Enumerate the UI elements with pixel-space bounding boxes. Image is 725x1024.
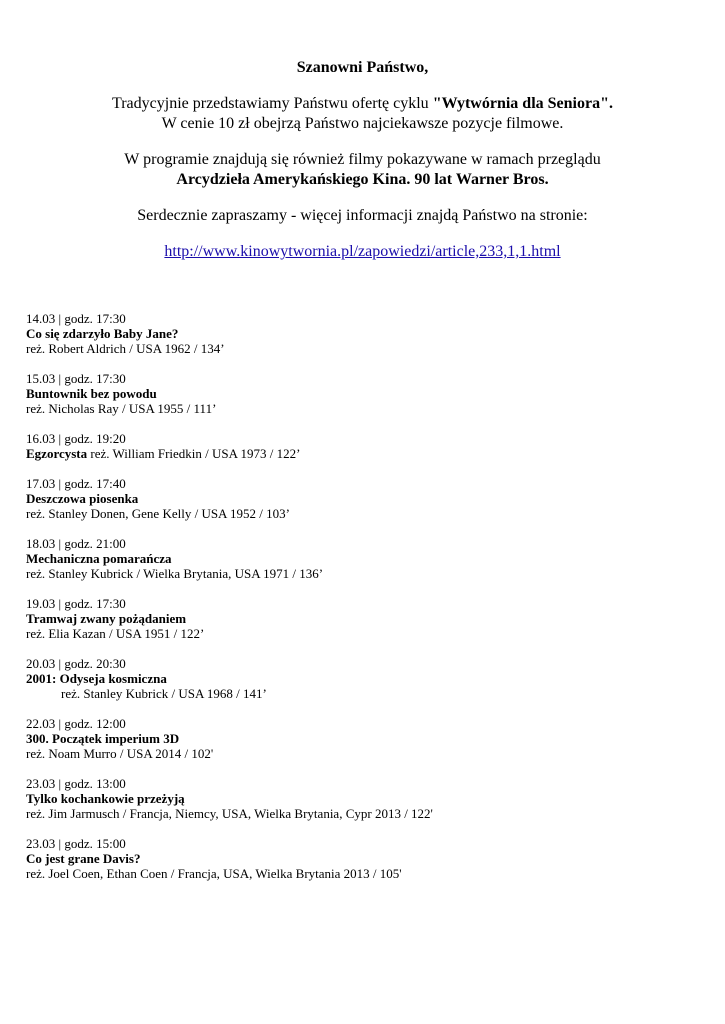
film-title: Co jest grane Davis? (26, 851, 141, 866)
screening-item (26, 776, 433, 821)
screening-item (26, 371, 433, 416)
screening-date: 18.03 | godz. 21:00 (26, 536, 126, 551)
screening-date: 23.03 | godz. 13:00 (26, 776, 126, 791)
film-details: reż. Stanley Donen, Gene Kelly / USA 1952 / 103’ (26, 506, 290, 521)
film-title: 300. Początek imperium 3D (26, 731, 180, 746)
screening-item (26, 476, 433, 521)
screening-date: 20.03 | godz. 20:30 (26, 656, 126, 671)
offer-line (0, 94, 725, 114)
screening-list (26, 311, 433, 896)
screening-item (26, 431, 433, 461)
screening-date: 17.03 | godz. 17:40 (26, 476, 126, 491)
review-name: Arcydzieła Amerykańskiego Kina. 90 lat Warner Bros. (176, 171, 549, 188)
screening-date: 14.03 | godz. 17:30 (26, 311, 126, 326)
film-details: reż. Noam Murro / USA 2014 / 102' (26, 746, 214, 761)
price-line: W cenie 10 zł obejrzą Państwo najciekawsze pozycje filmowe. (161, 115, 564, 132)
screening-item (26, 836, 433, 881)
invite-line: Serdecznie zapraszamy - więcej informacji znajdą Państwo na stronie: (137, 207, 588, 224)
intro-section (0, 58, 725, 262)
film-title: Egzorcysta (26, 446, 88, 461)
screening-date: 23.03 | godz. 15:00 (26, 836, 126, 851)
film-title: Tylko kochankowie przeżyją (26, 791, 185, 806)
film-details: reż. Nicholas Ray / USA 1955 / 111’ (26, 401, 217, 416)
screening-date: 15.03 | godz. 17:30 (26, 371, 126, 386)
film-title: 2001: Odyseja kosmiczna (26, 671, 167, 686)
offer-cycle-name: "Wytwórnia dla Seniora". (432, 95, 613, 112)
film-details: reż. Jim Jarmusch / Francja, Niemcy, USA, Wielka Brytania, Cypr 2013 / 122' (26, 806, 433, 821)
screening-date: 19.03 | godz. 17:30 (26, 596, 126, 611)
film-title: Mechaniczna pomarańcza (26, 551, 172, 566)
film-details: reż. Joel Coen, Ethan Coen / Francja, USA, Wielka Brytania 2013 / 105' (26, 866, 402, 881)
film-title: Buntownik bez powodu (26, 386, 157, 401)
screening-item (26, 596, 433, 641)
film-details: reż. Robert Aldrich / USA 1962 / 134’ (26, 341, 225, 356)
spacer (0, 134, 725, 150)
spacer (0, 226, 725, 242)
info-link[interactable]: http://www.kinowytwornia.pl/zapowiedzi/article,233,1,1.html (164, 243, 561, 260)
screening-item (26, 656, 433, 701)
film-details: reż. Elia Kazan / USA 1951 / 122’ (26, 626, 205, 641)
film-title: Tramwaj zwany pożądaniem (26, 611, 187, 626)
film-details: reż. William Friedkin / USA 1973 / 122’ (87, 446, 301, 461)
offer-prefix: Tradycyjnie przedstawiamy Państwu ofertę cyklu (112, 95, 433, 112)
review-line: W programie znajdują się również filmy pokazywane w ramach przeglądu (124, 151, 601, 168)
screening-item (26, 311, 433, 356)
film-title: Co się zdarzyło Baby Jane? (26, 326, 179, 341)
screening-item (26, 536, 433, 581)
film-details: reż. Stanley Kubrick / Wielka Brytania, USA 1971 / 136’ (26, 566, 324, 581)
screening-date: 22.03 | godz. 12:00 (26, 716, 126, 731)
film-details: reż. Stanley Kubrick / USA 1968 / 141’ (61, 686, 267, 701)
spacer (0, 190, 725, 206)
film-title: Deszczowa piosenka (26, 491, 139, 506)
screening-item (26, 716, 433, 761)
greeting: Szanowni Państwo, (296, 59, 429, 76)
screening-date: 16.03 | godz. 19:20 (26, 431, 126, 446)
